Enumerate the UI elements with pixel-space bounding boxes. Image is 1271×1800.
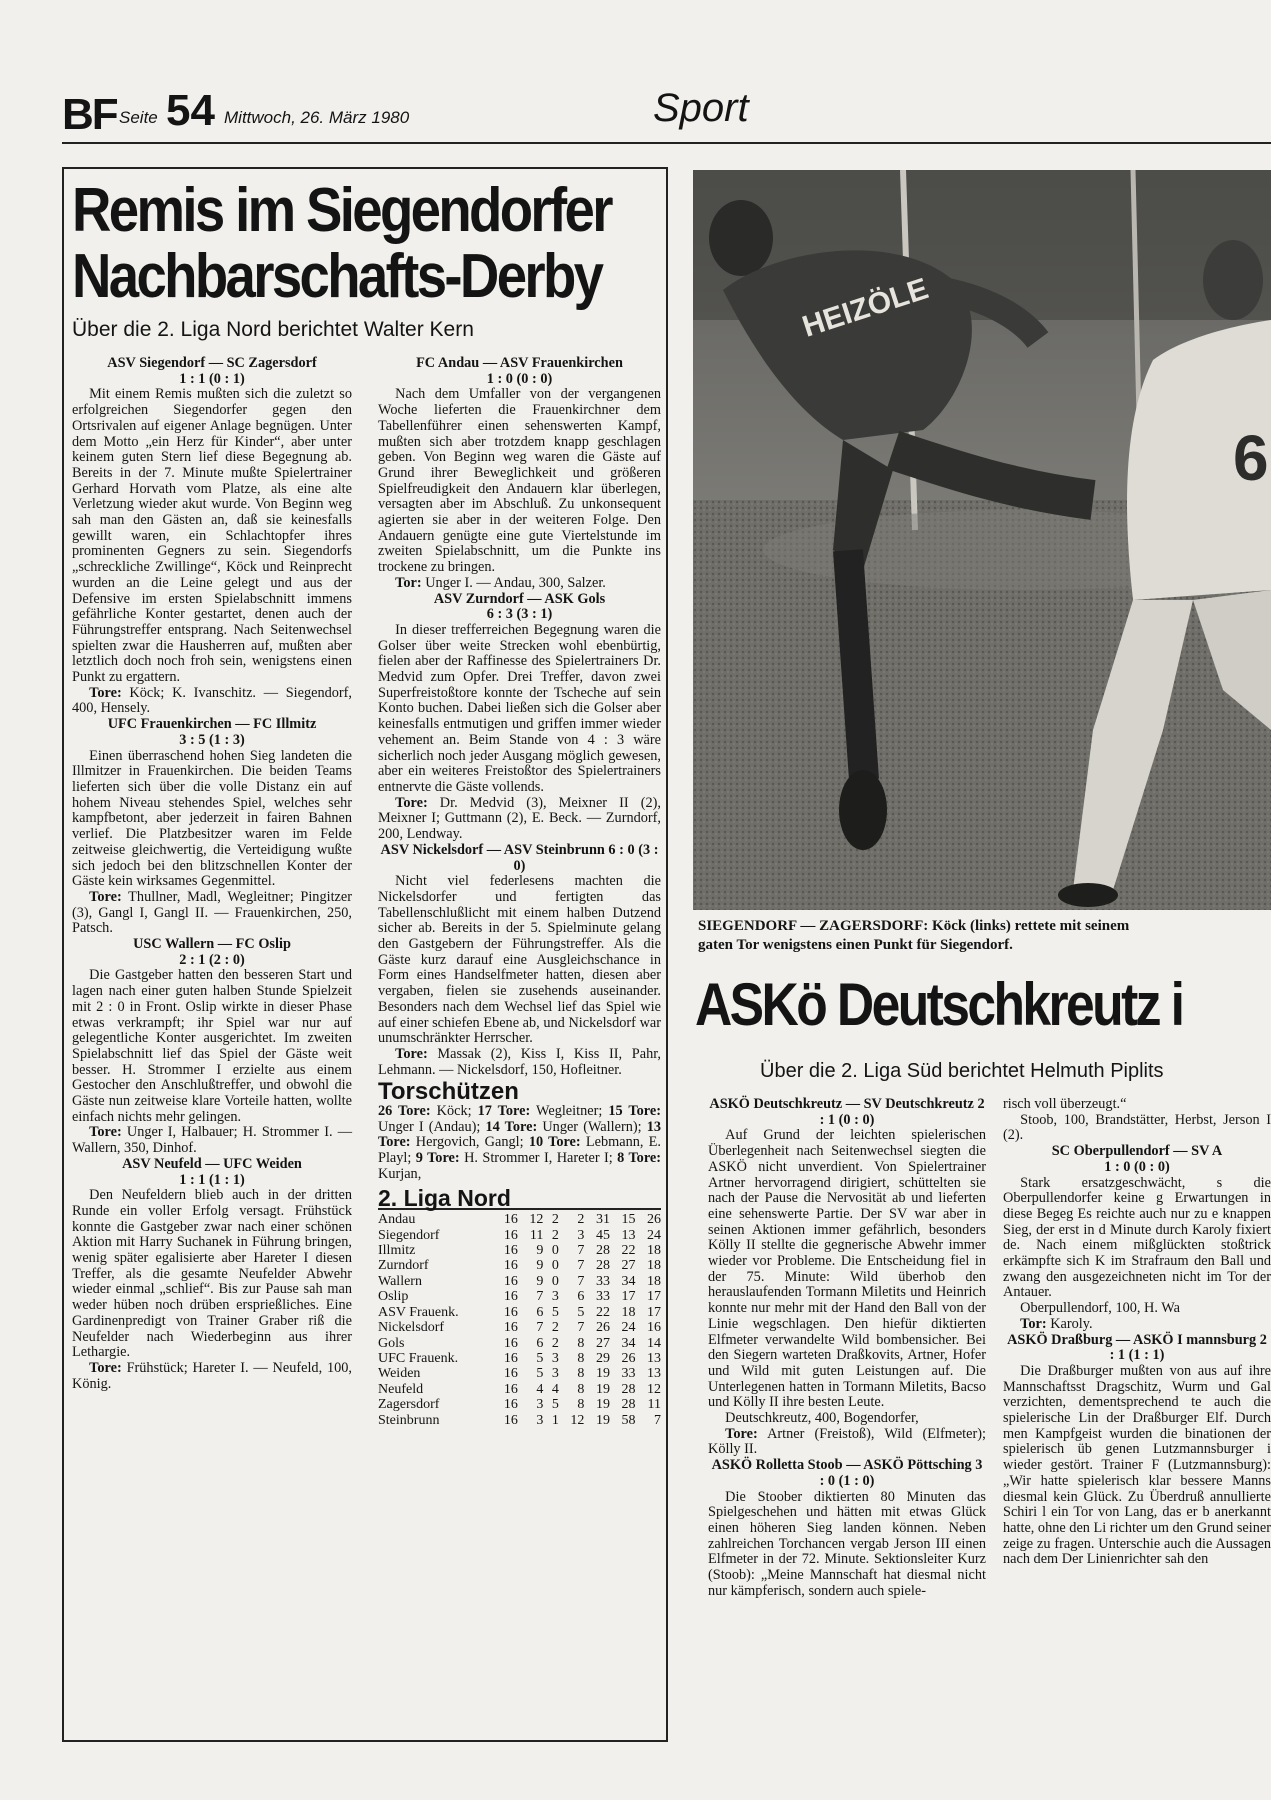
left-headline (72, 176, 611, 311)
team-name: Illmitz (378, 1243, 416, 1259)
standings-cell: 29 (595, 1350, 610, 1366)
scorer-goals: 9 Tore: (415, 1150, 460, 1167)
goals-label: Tore: (89, 1124, 122, 1141)
standings-cell: 11 (647, 1397, 661, 1413)
issue-date: Mittwoch, 26. März 1980 (224, 108, 410, 127)
team-name: Neufeld (378, 1381, 424, 1397)
goals-label: Tore: (725, 1425, 758, 1442)
goals-label: Tore: (395, 794, 428, 811)
standings-cell: 2 (577, 1212, 585, 1228)
torschuetzen-title: Torschützen (378, 1078, 519, 1106)
standings-cell: 16 (503, 1304, 518, 1320)
standings-cell: 2 (551, 1227, 559, 1243)
standings-cell: 16 (503, 1350, 518, 1366)
match-photo-image (693, 170, 1271, 910)
page-number: 54 (166, 86, 215, 135)
paragraph: Stark ersatzgeschwächt, s die Oberpullendorfer keine g Erwartungen in diese Begeg Es reichte auch nur zu e knappen Sieg, der erst in d Minute durch Karoly fixiert de. Nach einem mißglückten stoßtrick erkämpfte sich K im Strafraum den Ball und zwang den ausgezeichneten nicht im Tor der Antauer. (1003, 1174, 1271, 1301)
standings-cell: 5 (551, 1397, 559, 1413)
goals-label: Tore: (395, 1045, 428, 1062)
goals-line (708, 1427, 986, 1458)
standings-cell: 26 (621, 1350, 636, 1366)
game-heading: ASV Zurndorf — ASK Gols (433, 590, 606, 607)
standings-cell: 24 (621, 1320, 636, 1336)
standings-row (378, 1366, 661, 1381)
right-deck: Über die 2. Liga Süd berichtet Helmuth Piplits (760, 1060, 1164, 1082)
masthead-rule (62, 142, 1271, 144)
team-name: Gols (378, 1335, 405, 1351)
game-heading: 1 : 1 (0 : 1) (179, 370, 245, 387)
standings-cell: 16 (647, 1320, 661, 1336)
standings-cell: 45 (595, 1227, 610, 1243)
game-heading: 1 : 1 (1 : 1) (179, 1171, 245, 1188)
game-heading: FC Andau — ASV Frauenkirchen (416, 355, 623, 371)
standings-cell: 7 (536, 1289, 544, 1305)
standings-cell: 14 (647, 1335, 661, 1351)
team-name: Steinbrunn (378, 1412, 440, 1428)
team-name: Oslip (378, 1289, 409, 1305)
standings-cell: 19 (595, 1366, 610, 1382)
standings-cell: 16 (503, 1227, 518, 1243)
standings-cell: 6 (536, 1304, 544, 1320)
masthead-logo: BF (62, 90, 117, 139)
paragraph: In dieser trefferreichen Begegnung waren die Golser über weite Strecken wohl ebenbürtig, fielen aber der Raffinesse des Spielertrainers Dr. Medvid zum Opfer. Drei Treffer, davon zwei Superfreistoßtore konnte der Tscheche auf sein Konto buchen. Dabei ließen sich die Golser aber keinesfalls entmutigen und griffen immer wieder vehement an. Beim Stande von 4 : 3 wäre sicherlich noch jeder Ausgang möglich gewesen, aber ein weiteres Freistoßtor des Spielertrainers entnervte die Gäste vollends. (378, 621, 661, 795)
scorer-names: Lebmann, E. Playl; (378, 1134, 661, 1167)
scorer-goals: 14 Tore: (485, 1118, 538, 1135)
standings-cell: 4 (551, 1381, 559, 1397)
game-heading: USC Wallern — FC Oslip (133, 936, 291, 953)
left-deck: Über die 2. Liga Nord berichtet Walter Kern (72, 318, 474, 341)
standings-cell: 5 (536, 1350, 544, 1366)
standings-row (378, 1212, 661, 1227)
standings-row (378, 1258, 661, 1273)
goals-line (1003, 1317, 1271, 1333)
game-heading: ASKÖ Deutschkreutz — SV Deutschkreutz 2 : 1 (0 : 0) (709, 1096, 985, 1128)
page-label: Seite (119, 108, 158, 127)
standings-row (378, 1289, 661, 1304)
standings-cell: 2 (551, 1335, 559, 1351)
standings-row (378, 1228, 661, 1243)
standings-cell: 0 (551, 1258, 559, 1274)
standings-cell: 19 (595, 1381, 610, 1397)
standings-cell: 2 (551, 1212, 559, 1228)
standings-cell: 13 (621, 1227, 636, 1243)
goals-text: Köck; K. Ivanschitz. — Siegendorf, 400, Hensely. (72, 684, 352, 717)
game-heading: 1 : 0 (0 : 0) (1104, 1158, 1170, 1175)
standings-cell: 18 (647, 1243, 661, 1259)
standings-cell: 6 (536, 1335, 544, 1351)
game-heading: UFC Frauenkirchen — FC Illmitz (107, 716, 317, 733)
standings-row (378, 1351, 661, 1366)
paragraph: Auf Grund der leichten spielerischen Überlegenheit nach Seitenwechsel siegten die ASKÖ nicht unverdient. Von Spielertrainer Artner hervorragend dirigiert, schüttelten sie nach der Pause die Nervosität ab und lieferten eine sehenswerte Partie. Der SV war aber in seinen Aktionen immer gefährlich, besonders Kölly II stellte die gegnerische Abwehr immer wieder vor Probleme. Die Entscheidung fiel in der 75. Minute: Wild überhob den herauslaufenden Tormann Miletits und Heinrich konnte nur mehr mit der Hand den Ball von der Linie wegschlagen. Den hiefür diktierten Elfmeter verwandelte Wild bombensicher. Bei den Siegern warteten Draßkovits, Artner, Hofer und Wild mit guten Leistungen auf. Die Unterlegenen hatten in Tormann Miletits, Bacso und Kölly II ihre besten Leute. (708, 1127, 986, 1411)
standings-cell: 33 (595, 1273, 610, 1289)
jersey-number: 6 (1233, 422, 1269, 494)
goals-label: Tor: (395, 574, 422, 591)
standings-cell: 17 (621, 1289, 636, 1305)
standings-cell: 1 (551, 1412, 559, 1428)
game-heading: ASKÖ Draßburg — ASKÖ I mannsburg 2 : 1 (1 : 1) (1007, 1331, 1267, 1364)
paragraph: risch voll überzeugt.“ (1003, 1097, 1127, 1112)
standings-cell: 8 (577, 1397, 585, 1413)
scorer-goals: 8 Tore: (617, 1150, 662, 1167)
standings-cell: 9 (536, 1258, 544, 1274)
goals-label: Tor: (1020, 1315, 1047, 1332)
left-headline-line1: Remis im Siegendorfer (72, 176, 611, 245)
standings-cell: 8 (577, 1366, 585, 1382)
match-photo (693, 170, 1271, 910)
paragraph: Den Neufeldern blieb auch in der dritten Runde ein voller Erfolg versagt. Frühstück konnte die Gastgeber zwar nach einer schönen Aktion mit Harry Suchanek in Führung bringen, wenig später egalisierte aber Hareter I diesen Treffer, als die gesamte Neufelder Abwehr wieder einmal „schlief“. Bis zur Pause sah man weder hüben noch drüben ersprießliches. Eine Gardinenpredigt von Trainer Graber riß die Neufelder nach Wiederbeginn aus ihrer Lethargie. (72, 1187, 352, 1361)
paragraph: Mit einem Remis mußten sich die zuletzt so erfolgreichen Siegendorfer gegen den Ortsrivalen auf eigener Anlage begnügen. Unter dem Motto „ein Herz für Kinder“, aber unter keinem guten Stern lief diese Begegnung ab. Bereits in der 7. Minute mußte Spielertrainer Gerhard Horvath vom Platze, als eine alte Verletzung wieder akut wurde. Von Beginn weg sah man den Gästen an, daß sie keinesfalls gewillt waren, ein Schlachtopfer ihres prominenten Gegners zu sein. Siegendorfs „schreckliche Zwillinge“, Köck und Reinprecht wurden an die Leine gelegt und aus der Defensive im ersten Spielabschnitt immens gefährliche Konter gestartet, denen auch der Führungstreffer entsprang. Nach Seitenwechsel spielten zwar die Hausherren auf, mußten aber letztlich doch noch froh sein, wenigstens einen Punkt zu ergattern. (72, 386, 352, 686)
standings-cell: 3 (536, 1412, 544, 1428)
standings-cell: 3 (551, 1350, 559, 1366)
standings-cell: 26 (595, 1320, 610, 1336)
standings-cell: 0 (551, 1273, 559, 1289)
team-name: UFC Frauenk. (378, 1350, 459, 1366)
standings-cell: 6 (577, 1289, 585, 1305)
goals-text: Karoly. (1046, 1315, 1093, 1332)
standings-cell: 26 (647, 1212, 661, 1228)
standings-cell: 22 (595, 1304, 610, 1320)
left-column-1 (72, 356, 352, 1392)
standings-cell: 22 (621, 1243, 636, 1259)
scorer-names: Hergovich, Gangl; (410, 1134, 529, 1151)
standings-cell: 13 (647, 1350, 661, 1366)
standings-cell: 16 (503, 1412, 518, 1428)
standings-row (378, 1336, 661, 1351)
standings-cell: 33 (621, 1366, 636, 1382)
standings-cell: 12 (570, 1412, 585, 1428)
goals-line (72, 1361, 352, 1392)
standings-cell: 24 (647, 1227, 661, 1243)
goals-line (378, 1047, 661, 1078)
standings-cell: 9 (536, 1243, 544, 1259)
standings-cell: 58 (621, 1412, 636, 1428)
standings-cell: 16 (503, 1273, 518, 1289)
standings-cell: 16 (503, 1212, 518, 1228)
standings-cell: 3 (577, 1227, 585, 1243)
goals-line (72, 890, 352, 937)
team-name: ASV Frauenk. (378, 1304, 459, 1320)
standings-cell: 16 (503, 1320, 518, 1336)
standings-cell: 11 (529, 1227, 544, 1243)
team-name: Andau (378, 1212, 416, 1228)
standings-row (378, 1320, 661, 1335)
paragraph: Die Gastgeber hatten den besseren Start und lagen nach einer guten halben Stunde Spielzeit mit 2 : 0 in Front. Oslip wirkte in dieser Phase etwas verkrampft; ihr Spiel war nur auf gelegentliche Konter ausgerichtet. Im zweiten Spielabschnitt lief das Spiel der Gäste weit besser. H. Strommer I erzielte aus einem Gestocher den Anschlußtreffer, und obwohl die Gäste nun zeitweise klare Vorteile hatten, wollte einfach nichts mehr gelingen. (72, 967, 352, 1125)
standings-title: 2. Liga Nord (378, 1191, 661, 1211)
standings-cell: 16 (503, 1243, 518, 1259)
torschuetzen-list (378, 1104, 661, 1183)
photo-caption-line1: SIEGENDORF — ZAGERSDORF: Köck (links) rettete mit seinem (698, 918, 1130, 934)
standings-cell: 19 (595, 1397, 610, 1413)
right-column-2 (1003, 1097, 1271, 1737)
game-heading: 3 : 5 (1 : 3) (179, 731, 245, 748)
game-heading: ASV Neufeld — UFC Weiden (122, 1155, 302, 1172)
standings-cell: 8 (577, 1350, 585, 1366)
right-headline: ASKö Deutschkreutz i (695, 971, 1183, 1038)
team-name: Zagersdorf (378, 1397, 440, 1413)
standings-cell: 16 (503, 1366, 518, 1382)
paragraph: Die Stoober diktierten 80 Minuten das Spielgeschehen und hätten mit etwas Glück einen höheren Sieg landen können. Neben zahlreichen Torchancen vergab Jerson III einen Elfmeter in der 72. Minute. Sektionsleiter Kurz (Stoob): „Meine Mannschaft hat diesmal nicht nur kämpferisch, sondern auch spiele- (708, 1488, 986, 1599)
standings-cell: 7 (577, 1258, 585, 1274)
goals-text: Thullner, Madl, Wegleitner; Pingitzer (3), Gangl I, Gangl II. — Frauenkirchen, 250, Patsch. (72, 888, 352, 937)
game-heading: ASV Siegendorf — SC Zagersdorf (107, 355, 317, 371)
paragraph: Deutschkreutz, 400, Bogendorfer, (725, 1410, 919, 1427)
team-name: Zurndorf (378, 1258, 429, 1274)
standings-row (378, 1274, 661, 1289)
goals-text: Dr. Medvid (3), Meixner II (2), Meixner I; Guttmann (2), E. Beck. — Zurndorf, 200, Lendway. (378, 794, 661, 843)
standings-row (378, 1305, 661, 1320)
jersey-text: HEIZÖLE (798, 272, 933, 344)
standings-cell: 12 (529, 1212, 544, 1228)
standings-cell: 9 (536, 1273, 544, 1289)
standings-cell: 27 (595, 1335, 610, 1351)
game-heading: SC Oberpullendorf — SV A (1051, 1143, 1223, 1160)
standings-cell: 3 (536, 1397, 544, 1413)
team-name: Nickelsdorf (378, 1320, 445, 1336)
standings-cell: 18 (647, 1258, 661, 1274)
goals-text: Unger I, Halbauer; H. Strommer I. — Wallern, 350, Dinhof. (72, 1124, 352, 1157)
standings-cell: 2 (551, 1320, 559, 1336)
standings-row (378, 1382, 661, 1397)
standings-cell: 28 (595, 1243, 610, 1259)
scorer-names: Kurjan, (378, 1165, 422, 1182)
standings-cell: 7 (577, 1273, 585, 1289)
standings-cell: 3 (551, 1289, 559, 1305)
standings-cell: 28 (595, 1258, 610, 1274)
game-heading: ASV Nickelsdorf — ASV Steinbrunn 6 : 0 (3 : 0) (380, 841, 659, 874)
goals-line (378, 796, 661, 843)
standings-cell: 16 (503, 1258, 518, 1274)
goals-line (72, 686, 352, 717)
standings-row (378, 1243, 661, 1258)
standings-cell: 3 (551, 1366, 559, 1382)
standings-cell: 5 (536, 1366, 544, 1382)
left-column-2-body (378, 356, 661, 1078)
standings-table (378, 1212, 661, 1428)
scorer-goals: 13 Tore: (378, 1118, 662, 1151)
paragraph: Die Draßburger mußten von aus auf ihre Mannschaftsst Dragschitz, Wurm und Gal verzichten, dementsprechend te auch die spielerische Lin der Draßburger Elf. Durch men Kampfgeist wurden die binationen der spielerisch üb genen Lutzmannsburger i wieder gestört. Trainer F (Lutzmannsburg): „Wir hatte spielerisch klar bessere Manns diesmal kein Glück. Zu Überdruß annullierte Schiri l ein Tor von Lang, das er b anerkannt hatte, ohne den Li richter um den Grund seiner zeige zu fragen. Unterschie auch die Aussagen nach dem Der Linienrichter sah den (1003, 1362, 1271, 1568)
standings-cell: 12 (647, 1381, 661, 1397)
scorer-names: Wegleitner; (530, 1103, 609, 1120)
goals-text: Artner (Freistoß), Wild (Elfmeter); Kölly II. (708, 1425, 986, 1458)
standings-cell: 33 (595, 1289, 610, 1305)
standings-cell: 16 (503, 1397, 518, 1413)
goals-text: Massak (2), Kiss I, Kiss II, Pahr, Lehmann. — Nickelsdorf, 150, Hofleitner. (378, 1045, 661, 1078)
goals-line (72, 1125, 352, 1156)
standings-cell: 13 (647, 1366, 661, 1382)
photo-caption (698, 917, 1271, 955)
standings-cell: 18 (647, 1273, 661, 1289)
scorer-goals: 26 Tore: (378, 1103, 431, 1120)
standings-cell: 7 (536, 1320, 544, 1336)
scorer-names: Unger I (Andau); (378, 1118, 486, 1135)
goals-line (378, 576, 661, 592)
standings-cell: 8 (577, 1335, 585, 1351)
standings-cell: 19 (595, 1412, 610, 1428)
right-column-1 (708, 1097, 986, 1600)
standings-cell: 4 (536, 1381, 544, 1397)
standings-row (378, 1397, 661, 1412)
standings-cell: 31 (595, 1212, 610, 1228)
standings-row (378, 1413, 661, 1428)
game-heading: 1 : 0 (0 : 0) (486, 370, 553, 387)
standings-cell: 18 (621, 1304, 636, 1320)
left-column-2 (378, 356, 661, 1428)
game-heading: 2 : 1 (2 : 0) (179, 951, 245, 968)
standings-cell: 17 (647, 1304, 661, 1320)
paragraph: Nicht viel federlesens machten die Nickelsdorfer und fertigten das Tabellenschlußlicht mit einem halben Dutzend sicher ab. Bereits in der 5. Spielminute gelang den Gastgebern der Führungstreffer. Als die Gäste kurz darauf eine Ausgleichschance in Form eines Handselfmeter hatten, diesen aber vergaben, fielen sie zusehends auseinander. Besonders nach dem Wechsel lief das Spiel wie auf einer schiefen Ebene ab, und Nickelsdorf war unumschränkter Herrscher. (378, 873, 661, 1047)
scorer-names: H. Strommer I, Hareter I; (459, 1150, 618, 1167)
standings-cell: 16 (503, 1335, 518, 1351)
section-title: Sport (653, 86, 749, 130)
standings-cell: 28 (621, 1381, 636, 1397)
team-name: Weiden (378, 1366, 421, 1382)
scorer-goals: 10 Tore: (528, 1134, 581, 1151)
team-name: Siegendorf (378, 1227, 440, 1243)
standings-cell: 16 (503, 1289, 518, 1305)
scorer-goals: 15 Tore: (608, 1103, 661, 1120)
standings-cell: 27 (621, 1258, 636, 1274)
standings-cell: 8 (577, 1381, 585, 1397)
goals-label: Tore: (89, 888, 122, 905)
standings-cell: 28 (621, 1397, 636, 1413)
paragraph: Stoob, 100, Brandstätter, Herbst, Jerson I (2). (1003, 1111, 1271, 1144)
left-headline-line2: Nachbarschafts-Derby (72, 242, 602, 311)
game-heading: ASKÖ Rolletta Stoob — ASKÖ Pöttsching 3 : 0 (1 : 0) (711, 1457, 983, 1489)
standings-cell: 5 (551, 1304, 559, 1320)
standings-cell: 7 (577, 1243, 585, 1259)
goals-label: Tore: (89, 1360, 122, 1376)
standings-cell: 5 (577, 1304, 585, 1320)
goals-label: Tore: (89, 684, 122, 701)
scorer-goals: 17 Tore: (477, 1103, 531, 1120)
paragraph: Einen überraschend hohen Sieg landeten die Illmitzer in Frauenkirchen. Die beiden Teams lieferten sich über die volle Distanz ein auf hohem Niveau stehendes Spiel, welches sehr kampfbetont, aber jederzeit in fairen Bahnen verlief. Die Platzbesitzer waren im Felde zeitweise gleichwertig, die Verteidigung wußte sich jedoch bei den blitzschnellen Konter der Gäste kein wirksames Gegenmittel. (72, 747, 352, 890)
standings-cell: 0 (551, 1243, 559, 1259)
paragraph: Nach dem Umfaller von der vergangenen Woche lieferten die Frauenkirchner dem Tabellenführer einen sehenswerten Kampf, mußten sich aber trotzdem knapp geschlagen geben. Von Beginn weg waren die Gäste auf Grund ihrer Beweglichkeit und größeren Spielfreudigkeit den Andauern klar überlegen, versagten aber im Abschluß. Zu unkonsequent agierten sie aber in der weiteren Folge. Den Andauern genügte eine gute Viertelstunde im zweiten Spielabschnitt, um die Punkte ins trockene zu bringen. (378, 386, 661, 576)
standings-cell: 7 (654, 1412, 661, 1428)
standings-cell: 15 (621, 1212, 636, 1228)
scorer-names: Köck; (430, 1103, 478, 1120)
game-heading: 6 : 3 (3 : 1) (486, 606, 553, 623)
team-name: Wallern (378, 1273, 422, 1289)
photo-caption-line2: gaten Tor wenigstens einen Punkt für Siegendorf. (698, 937, 1013, 953)
paragraph: Oberpullendorf, 100, H. Wa (1020, 1300, 1180, 1317)
goals-text: Frühstück; Hareter I. — Neufeld, 100, König. (72, 1360, 352, 1392)
standings-cell: 34 (621, 1273, 636, 1289)
standings-cell: 34 (621, 1335, 636, 1351)
goals-text: Unger I. — Andau, 300, Salzer. (421, 574, 606, 591)
scorer-names: Unger (Wallern); (537, 1118, 647, 1135)
standings-cell: 17 (647, 1289, 661, 1305)
standings-cell: 7 (577, 1320, 585, 1336)
standings-cell: 16 (503, 1381, 518, 1397)
